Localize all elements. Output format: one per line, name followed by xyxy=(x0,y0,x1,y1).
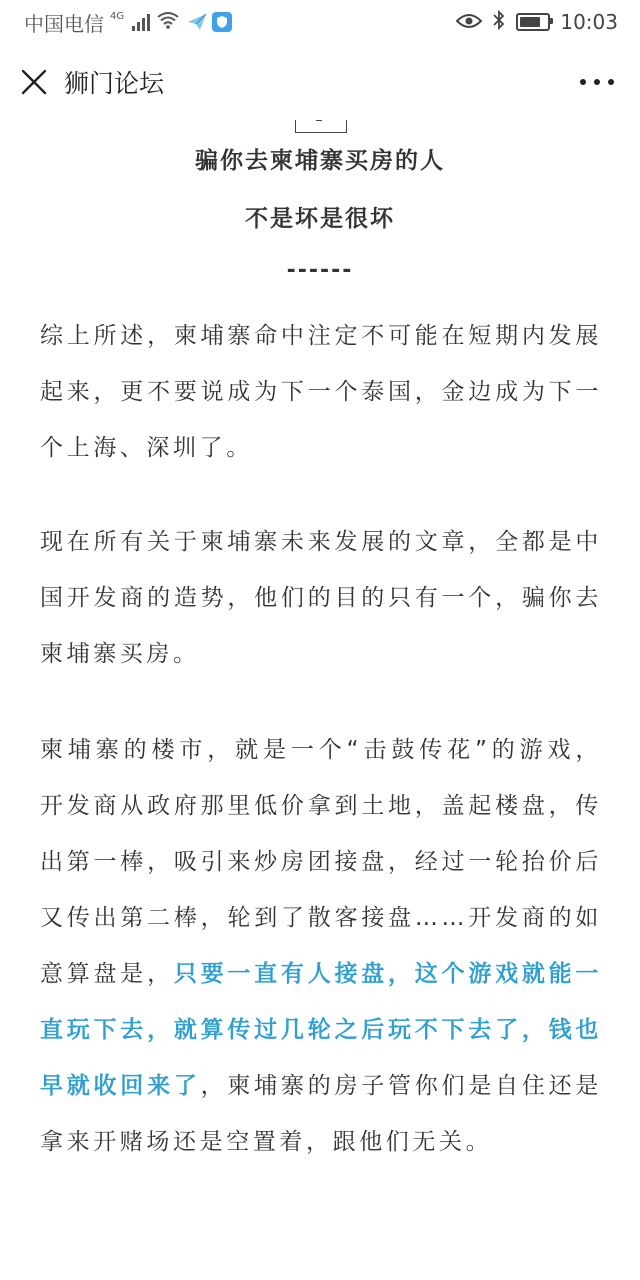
close-button[interactable] xyxy=(16,64,52,100)
clock: 10:03 xyxy=(560,10,618,34)
bluetooth-icon xyxy=(492,10,506,35)
eye-icon xyxy=(456,10,482,34)
status-left xyxy=(0,8,232,37)
signal-icon xyxy=(132,13,150,31)
more-button[interactable] xyxy=(580,70,614,94)
paper-plane-app-icon xyxy=(186,12,206,32)
shield-app-icon xyxy=(212,12,232,32)
paragraph-2: 现在所有关于柬埔寨未来发展的文章，全都是中国开发商的造势，他们的目的只有一个，骗你去柬埔寨买房。 xyxy=(40,529,602,667)
paragraph-3-text: 柬埔寨的楼市，就是一个“击鼓传花”的游戏，开发商从政府那里低价拿到土地，盖起楼盘，传出第一棒，吸引来炒房团接盘，经过一轮抬价后又传出第二棒，轮到了散客接盘……开发商的如意算盘是， xyxy=(40,737,602,987)
nav-bar xyxy=(0,44,640,120)
wifi-icon xyxy=(156,10,180,34)
paragraph-3-text-end: ，柬埔寨的房子管你们是自住还是拿来开赌场还是空置着，跟他们无关。 xyxy=(40,1073,602,1155)
more-icon xyxy=(580,79,586,85)
headline-line-1: 骗你去柬埔寨买房的人 xyxy=(195,148,445,174)
paragraph-3 xyxy=(40,722,602,1170)
status-bar xyxy=(0,0,640,44)
article-body[interactable] xyxy=(0,120,640,1280)
separator: ------ xyxy=(286,258,354,283)
status-right xyxy=(456,10,640,35)
headline-line-2: 不是坏是很坏 xyxy=(245,206,395,232)
close-icon xyxy=(21,69,47,95)
page-title: 狮门论坛 xyxy=(64,69,165,98)
highlighted-text: 只要一直有人接盘，这个游戏就能一直玩下去，就算传过几轮之后玩不下去了，钱也早就收回来了 xyxy=(40,961,603,1099)
carrier-name: 中国电信 xyxy=(24,11,104,36)
battery-icon xyxy=(516,13,550,31)
network-type: 4G xyxy=(110,10,125,22)
image-frame-bottom xyxy=(295,120,347,133)
battery-fill xyxy=(520,17,540,27)
paragraph-1: 综上所述，柬埔寨命中注定不可能在短期内发展起来，更不要说成为下一个泰国，金边成为下一个上海、深圳了。 xyxy=(40,323,602,461)
